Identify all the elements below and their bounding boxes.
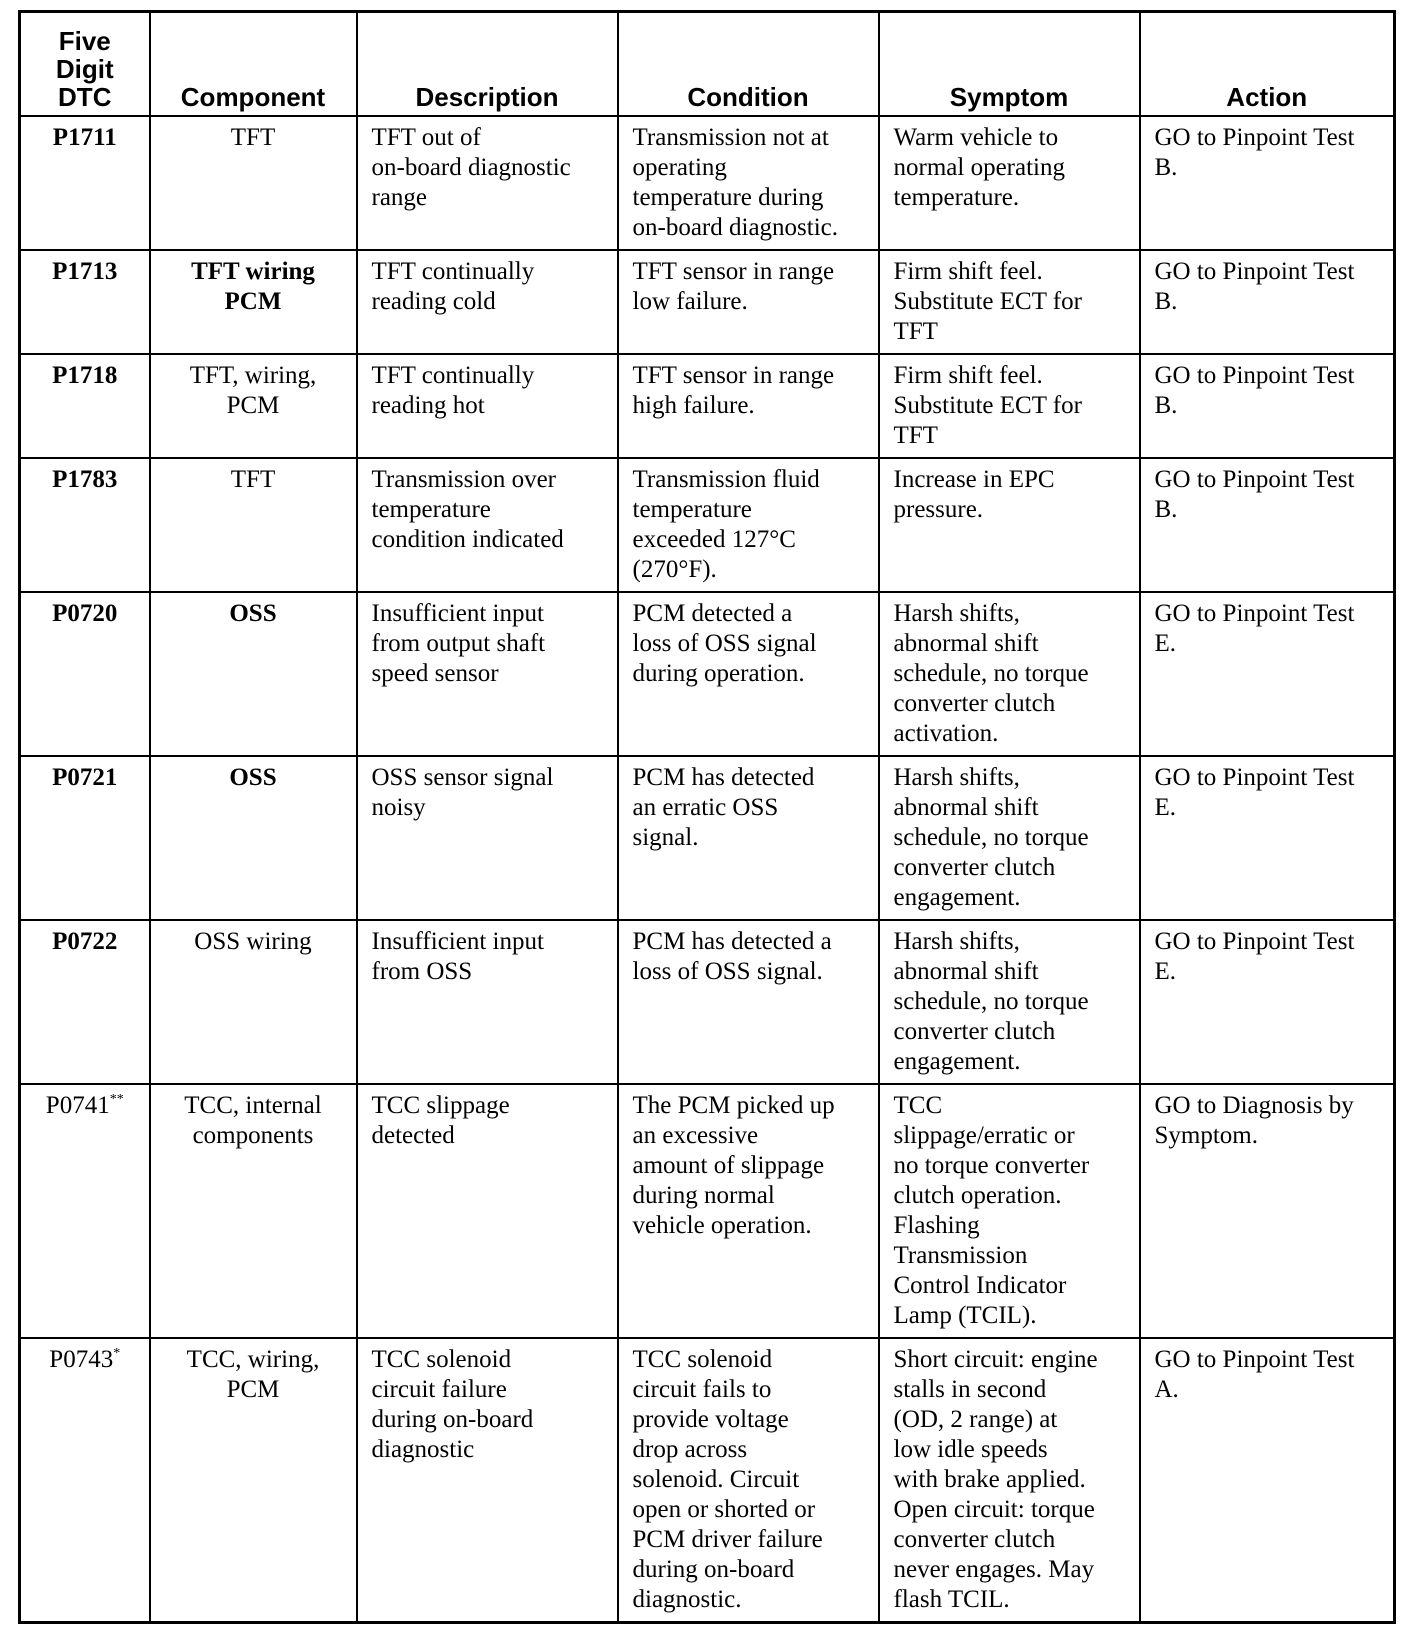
- header-action: Action: [1140, 12, 1395, 117]
- component-cell: TFT: [150, 116, 357, 250]
- description-cell: TCC solenoid circuit failure during on-board diagnostic: [357, 1338, 618, 1623]
- description-cell: Insufficient input from OSS: [357, 920, 618, 1084]
- dtc-code-cell: [20, 354, 150, 458]
- header-symptom: Symptom: [879, 12, 1140, 117]
- table-row: [20, 756, 1395, 920]
- dtc-code-cell: [20, 458, 150, 592]
- action-cell: GO to Pinpoint Test B.: [1140, 354, 1395, 458]
- dtc-code-cell: [20, 1084, 150, 1338]
- action-cell: GO to Pinpoint Test B.: [1140, 458, 1395, 592]
- table-row: [20, 1084, 1395, 1338]
- condition-cell: Transmission fluid temperature exceeded 127°C (270°F).: [618, 458, 879, 592]
- dtc-code-cell: [20, 592, 150, 756]
- condition-cell: Transmission not at operating temperature during on-board diagnostic.: [618, 116, 879, 250]
- component-cell: OSS: [150, 592, 357, 756]
- header-condition: Condition: [618, 12, 879, 117]
- dtc-code: P1711: [52, 124, 117, 151]
- component-cell: TFT, wiring, PCM: [150, 354, 357, 458]
- component-cell: OSS wiring: [150, 920, 357, 1084]
- action-cell: GO to Pinpoint Test B.: [1140, 116, 1395, 250]
- table-row: [20, 920, 1395, 1084]
- dtc-footnote-mark: **: [109, 1092, 124, 1107]
- description-cell: TFT continually reading cold: [357, 250, 618, 354]
- table-row: [20, 1338, 1395, 1623]
- description-cell: TFT continually reading hot: [357, 354, 618, 458]
- header-dtc: Five Digit DTC: [20, 12, 150, 117]
- symptom-cell: Harsh shifts, abnormal shift schedule, no torque converter clutch activation.: [879, 592, 1140, 756]
- dtc-code: P0743: [49, 1346, 114, 1373]
- symptom-cell: Increase in EPC pressure.: [879, 458, 1140, 592]
- action-cell: GO to Pinpoint Test E.: [1140, 920, 1395, 1084]
- description-cell: TFT out of on-board diagnostic range: [357, 116, 618, 250]
- dtc-code-cell: [20, 756, 150, 920]
- symptom-cell: Harsh shifts, abnormal shift schedule, no torque converter clutch engagement.: [879, 756, 1140, 920]
- dtc-code-cell: [20, 1338, 150, 1623]
- condition-cell: PCM detected a loss of OSS signal during operation.: [618, 592, 879, 756]
- condition-cell: TCC solenoid circuit fails to provide voltage drop across solenoid. Circuit open or shorted or PCM driver failure during on-board diagnostic.: [618, 1338, 879, 1623]
- component-cell: TFT wiring PCM: [150, 250, 357, 354]
- table-row: [20, 116, 1395, 250]
- dtc-code: P0721: [52, 764, 118, 791]
- action-cell: GO to Diagnosis by Symptom.: [1140, 1084, 1395, 1338]
- dtc-code: P1713: [52, 258, 118, 285]
- symptom-cell: Firm shift feel. Substitute ECT for TFT: [879, 354, 1140, 458]
- action-cell: GO to Pinpoint Test B.: [1140, 250, 1395, 354]
- dtc-code-cell: [20, 920, 150, 1084]
- dtc-footnote-mark: *: [113, 1346, 121, 1361]
- table-row: [20, 354, 1395, 458]
- symptom-cell: Warm vehicle to normal operating temperature.: [879, 116, 1140, 250]
- action-cell: GO to Pinpoint Test A.: [1140, 1338, 1395, 1623]
- description-cell: OSS sensor signal noisy: [357, 756, 618, 920]
- table-row: [20, 250, 1395, 354]
- component-cell: OSS: [150, 756, 357, 920]
- header-description: Description: [357, 12, 618, 117]
- condition-cell: PCM has detected a loss of OSS signal.: [618, 920, 879, 1084]
- component-cell: TCC, wiring, PCM: [150, 1338, 357, 1623]
- condition-cell: The PCM picked up an excessive amount of slippage during normal vehicle operation.: [618, 1084, 879, 1338]
- description-cell: Transmission over temperature condition indicated: [357, 458, 618, 592]
- dtc-code: P0720: [52, 600, 118, 627]
- table-row: [20, 592, 1395, 756]
- description-cell: Insufficient input from output shaft speed sensor: [357, 592, 618, 756]
- action-cell: GO to Pinpoint Test E.: [1140, 756, 1395, 920]
- symptom-cell: Firm shift feel. Substitute ECT for TFT: [879, 250, 1140, 354]
- dtc-table: [18, 10, 1396, 1624]
- component-cell: TFT: [150, 458, 357, 592]
- table-row: [20, 458, 1395, 592]
- dtc-code: P0722: [52, 928, 118, 955]
- condition-cell: TFT sensor in range low failure.: [618, 250, 879, 354]
- dtc-code: P1783: [52, 466, 118, 493]
- condition-cell: TFT sensor in range high failure.: [618, 354, 879, 458]
- action-cell: GO to Pinpoint Test E.: [1140, 592, 1395, 756]
- symptom-cell: TCC slippage/erratic or no torque converter clutch operation. Flashing Transmission Control Indicator Lamp (TCIL).: [879, 1084, 1140, 1338]
- header-row: [20, 12, 1395, 117]
- description-cell: TCC slippage detected: [357, 1084, 618, 1338]
- condition-cell: PCM has detected an erratic OSS signal.: [618, 756, 879, 920]
- dtc-code-cell: [20, 116, 150, 250]
- header-component: Component: [150, 12, 357, 117]
- component-cell: TCC, internal components: [150, 1084, 357, 1338]
- dtc-code: P0741: [45, 1092, 110, 1119]
- dtc-code-cell: [20, 250, 150, 354]
- symptom-cell: Short circuit: engine stalls in second (OD, 2 range) at low idle speeds with brake applied. Open circuit: torque converter clutch never engages. May flash TCIL.: [879, 1338, 1140, 1623]
- dtc-code: P1718: [52, 362, 118, 389]
- symptom-cell: Harsh shifts, abnormal shift schedule, no torque converter clutch engagement.: [879, 920, 1140, 1084]
